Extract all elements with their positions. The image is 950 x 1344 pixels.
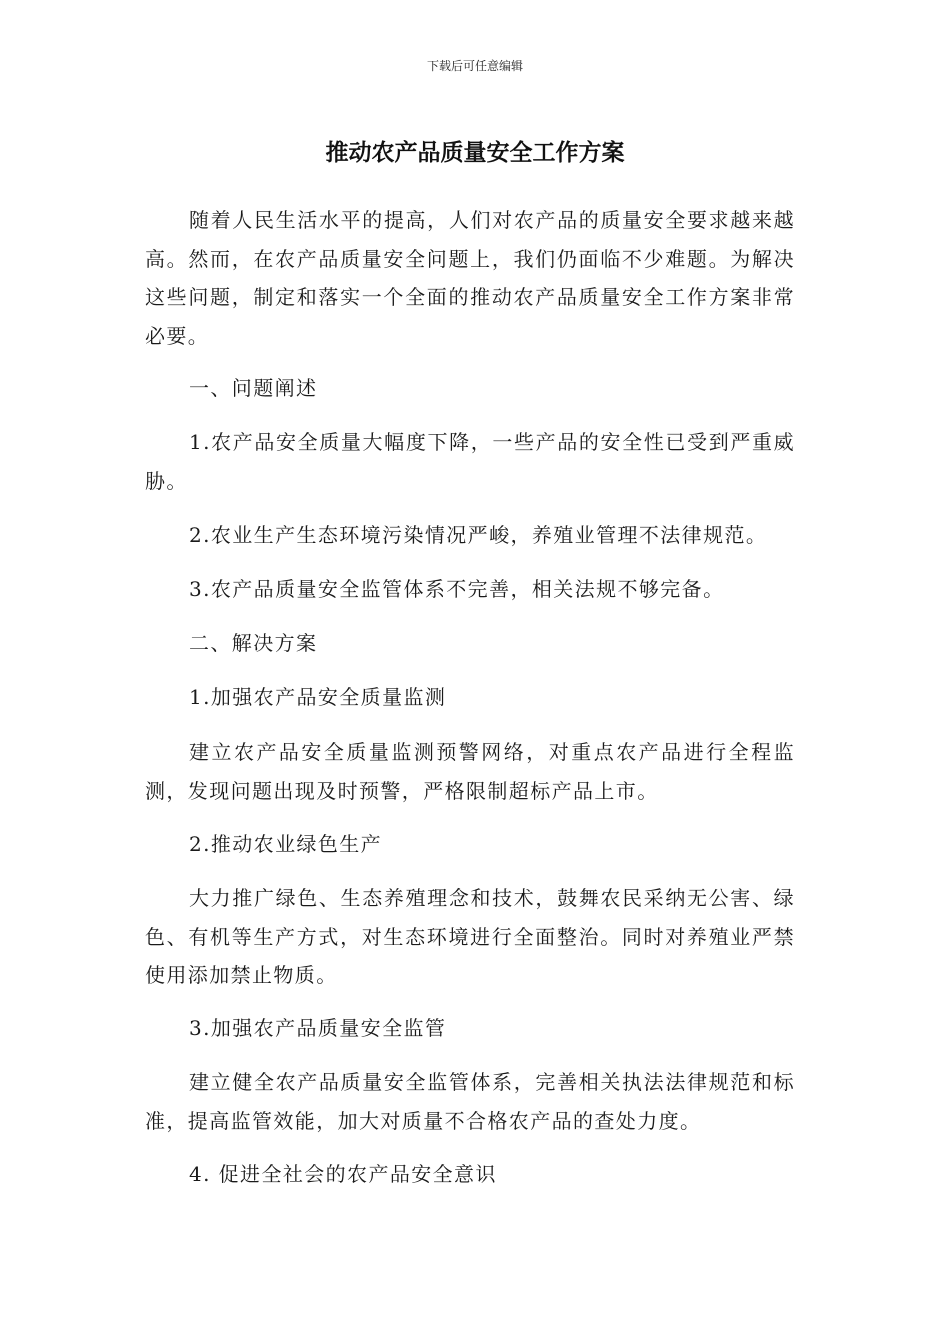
solution-3-heading <box>145 1009 795 1048</box>
issue-item-3 <box>145 570 795 609</box>
solution-2-body <box>145 879 795 995</box>
intro-text: 随着人民生活水平的提高，人们对农产品的质量安全要求越来越高。然而，在农产品质量安全问题上，我们仍面临不少难题。为解决这些问题，制定和落实一个全面的推动农产品质量安全工作方案非常必要。 <box>145 208 795 348</box>
solution-2-body-text: 大力推广绿色、生态养殖理念和技术，鼓舞农民采纳无公害、绿色、有机等生产方式，对生态环境进行全面整治。同时对养殖业严禁使用添加禁止物质。 <box>145 886 795 987</box>
issue-item-1 <box>145 423 795 500</box>
section2-heading-text: 二、解决方案 <box>189 631 318 655</box>
issue-item-2-text: 2.农业生产生态环境污染情况严峻，养殖业管理不法律规范。 <box>189 523 768 547</box>
issue-item-3-text: 3.农产品质量安全监管体系不完善，相关法规不够完备。 <box>189 577 725 601</box>
section2-heading <box>145 624 795 663</box>
solution-2-heading <box>145 825 795 864</box>
intro-paragraph <box>145 201 795 355</box>
section1-heading-text: 一、问题阐述 <box>189 376 318 400</box>
issue-item-1-text: 1.农产品安全质量大幅度下降，一些产品的安全性已受到严重威胁。 <box>145 430 795 493</box>
solution-1-body <box>145 733 795 810</box>
solution-4-heading-text: 4. 促进全社会的农产品安全意识 <box>189 1162 497 1186</box>
solution-2-heading-text: 2.推动农业绿色生产 <box>189 832 383 856</box>
section1-heading <box>145 369 795 408</box>
solution-1-body-text: 建立农产品安全质量监测预警网络，对重点农产品进行全程监测，发现问题出现及时预警，严格限制超标产品上市。 <box>145 740 795 803</box>
document-title: 推动农产品质量安全工作方案 <box>325 140 625 166</box>
solution-3-body-text: 建立健全农产品质量安全监管体系，完善相关执法法律规范和标准，提高监管效能，加大对质量不合格农产品的查处力度。 <box>145 1070 795 1133</box>
solution-4-heading <box>145 1155 795 1194</box>
issue-item-2 <box>145 516 795 555</box>
solution-3-heading-text: 3.加强农产品质量安全监管 <box>189 1016 447 1040</box>
solution-1-heading <box>145 678 795 717</box>
header-note: 下载后可任意编辑 <box>426 59 523 73</box>
solution-1-heading-text: 1.加强农产品安全质量监测 <box>189 685 447 709</box>
solution-3-body <box>145 1063 795 1140</box>
